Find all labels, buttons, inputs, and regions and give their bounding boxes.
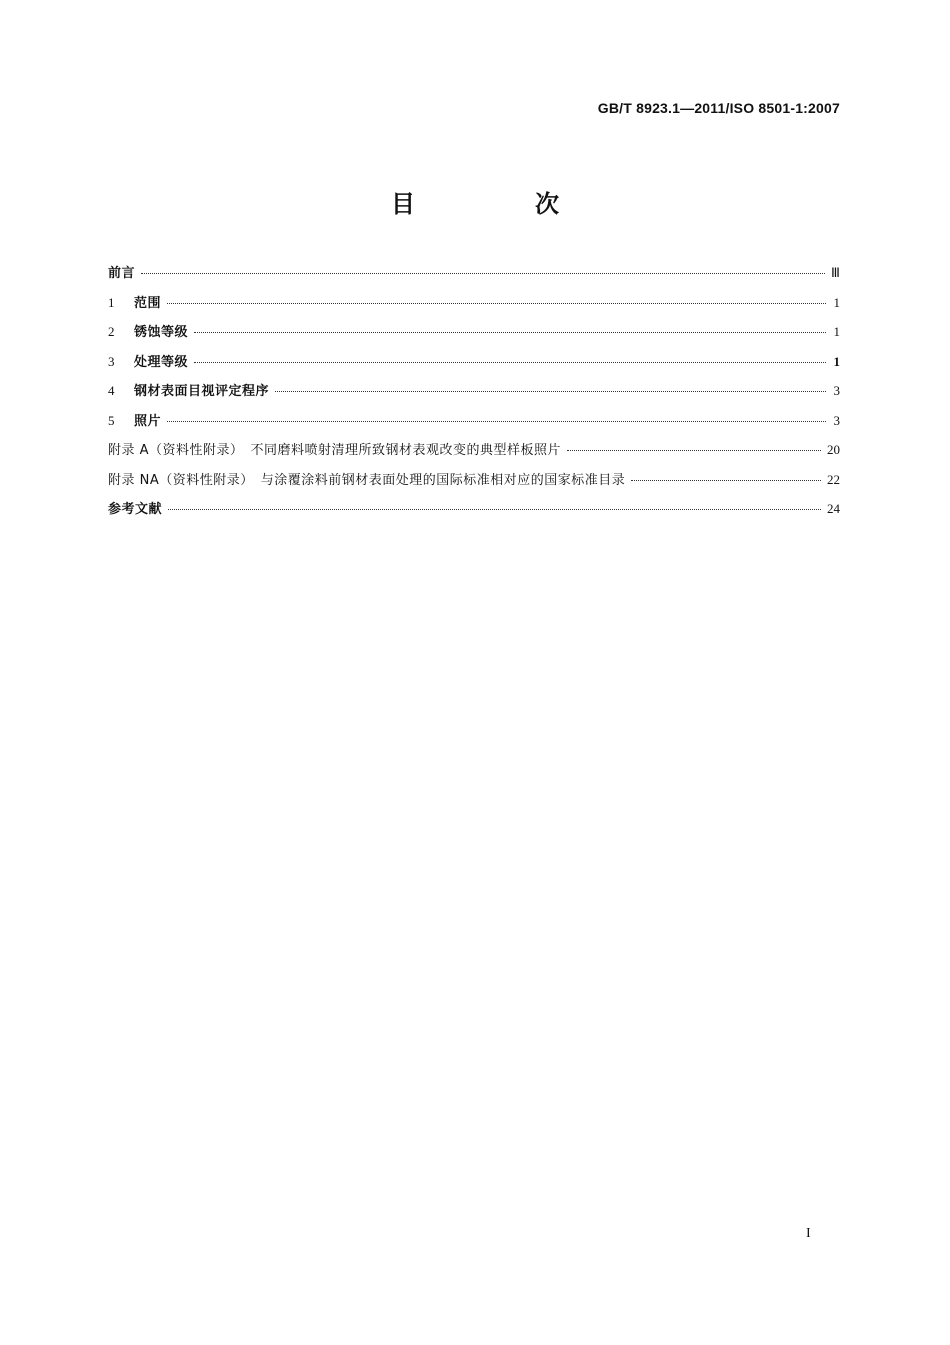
toc-label: 照片 (134, 413, 162, 429)
toc-page-number: 24 (827, 501, 840, 516)
toc-entry-bibliography[interactable] (108, 498, 840, 528)
toc-section-number: 2 (108, 324, 115, 339)
toc-entry-preparation-grades[interactable] (108, 351, 840, 381)
page-title: 目 次 (391, 190, 607, 218)
toc-entry-scope[interactable] (108, 292, 840, 322)
toc-section-number: 1 (108, 294, 115, 310)
toc-leader-dots (567, 450, 821, 451)
toc-section-number: 5 (108, 412, 115, 428)
toc-section-number: 3 (108, 353, 115, 369)
toc-entry-annex-na[interactable] (108, 469, 840, 499)
toc-entry-annex-a[interactable] (108, 439, 840, 469)
toc-label: 参考文献 (108, 502, 163, 517)
toc-label: 附录 A（资料性附录） 不同磨料喷射清理所致钢材表观改变的典型样板照片 (108, 443, 562, 458)
toc-label: 钢材表面目视评定程序 (134, 384, 270, 399)
toc-leader-dots (194, 332, 826, 333)
toc-label: 处理等级 (134, 354, 189, 370)
toc-page-number: 1 (833, 294, 840, 310)
toc-entry-foreword[interactable] (108, 262, 840, 292)
toc-page-number: Ⅲ (831, 265, 840, 280)
toc-page-number: 1 (833, 353, 840, 369)
toc-page-number: 3 (833, 383, 840, 398)
page-number: I (806, 1226, 811, 1241)
toc-leader-dots (631, 480, 821, 481)
toc-entry-visual-assessment[interactable] (108, 380, 840, 410)
toc-leader-dots (194, 362, 826, 363)
toc-leader-dots (167, 303, 826, 304)
toc-entry-rust-grades[interactable] (108, 321, 840, 351)
standard-code: GB/T 8923.1—2011/ISO 8501-1:2007 (597, 100, 840, 116)
toc-label: 附录 NA（资料性附录） 与涂覆涂料前钢材表面处理的国际标准相对应的国家标准目录 (108, 472, 626, 488)
toc-leader-dots (141, 273, 825, 274)
toc-page-number: 1 (833, 324, 840, 339)
toc-leader-dots (168, 509, 821, 510)
toc-page-number: 20 (827, 442, 840, 457)
toc-page-number: 22 (827, 471, 840, 487)
toc-section-number: 4 (108, 383, 115, 398)
toc-entry-photographs[interactable] (108, 410, 840, 440)
toc-page-number: 3 (833, 412, 840, 428)
toc-label: 前言 (108, 266, 136, 281)
table-of-contents (108, 262, 840, 528)
toc-leader-dots (275, 391, 826, 392)
toc-label: 锈蚀等级 (134, 325, 189, 340)
toc-leader-dots (167, 421, 826, 422)
toc-label: 范围 (134, 295, 162, 311)
